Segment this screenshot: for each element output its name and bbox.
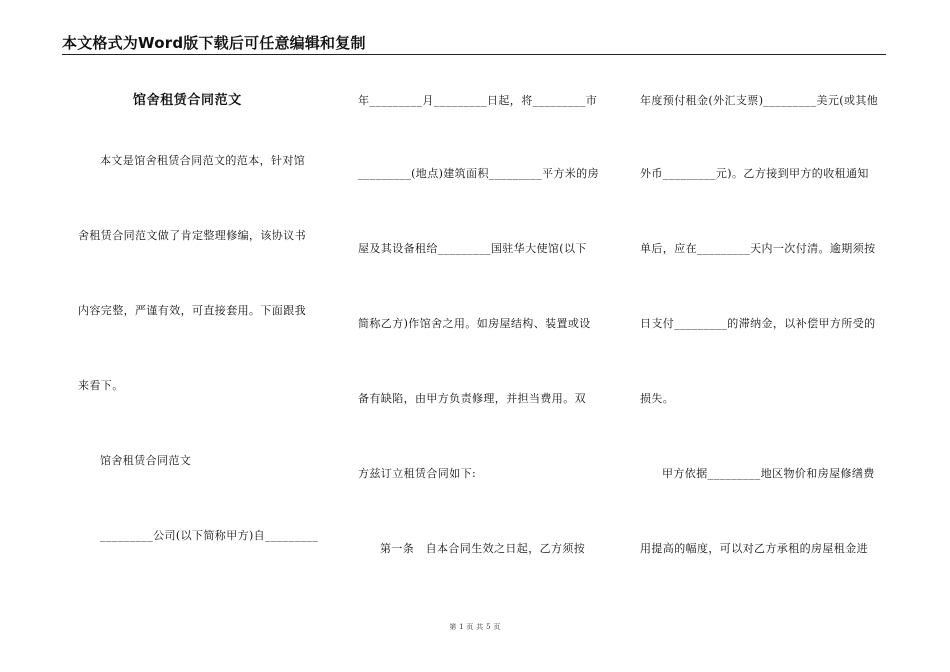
header-text: 本文格式为Word版下载后可任意编辑和复制 [62,34,366,52]
paragraph-line: _________公司(以下简称甲方)自_________ [100,529,319,542]
document-title: 馆舍租赁合同范文 [133,93,242,108]
paragraph-line: 用提高的幅度，可以对乙方承租的房屋租金进 [640,542,868,555]
paragraph-line: 外币_________元)。乙方接到甲方的收租通知 [640,167,869,180]
paragraph-line: 来看下。 [78,379,124,392]
paragraph-line: 单后，应在_________天内一次付清。逾期须按 [640,242,876,255]
paragraph-line: 年_________月_________日起，将_________市 [358,94,598,107]
text-column-1 [78,0,324,672]
paragraph-line: 年度预付租金(外汇支票)_________美元(或其他 [640,94,879,107]
paragraph-line: 简称乙方)作馆舍之用。如房屋结构、装置或设 [358,317,591,330]
paragraph-line: 舍租赁合同范文做了肯定整理修编，该协议书 [78,229,306,242]
paragraph-line: 方兹订立租赁合同如下: [358,467,477,480]
paragraph-line: 屋及其设备租给_________国驻华大使馆(以下 [358,242,587,255]
paragraph-line: 备有缺陷，由甲方负责修理，并担当费用。双 [358,392,586,405]
text-column-2 [358,0,606,672]
article-line: 第一条 自本合同生效之日起，乙方须按 [380,542,586,555]
paragraph-line: 本文是馆舍租赁合同范文的范本，针对馆 [100,154,306,167]
text-column-3 [640,0,888,672]
page-number: 第 1 页 共 5 页 [449,623,501,631]
section-heading: 馆舍租赁合同范文 [100,454,192,467]
paragraph-line: 甲方依据_________地区物价和房屋修缮费 [662,467,875,480]
paragraph-line: _________(地点)建筑面积_________平方米的房 [358,167,599,180]
paragraph-line: 日支付_________的滞纳金，以补偿甲方所受的 [640,317,876,330]
paragraph-line: 内容完整，严谨有效，可直接套用。下面跟我 [78,304,306,317]
paragraph-line: 损失。 [640,392,675,405]
